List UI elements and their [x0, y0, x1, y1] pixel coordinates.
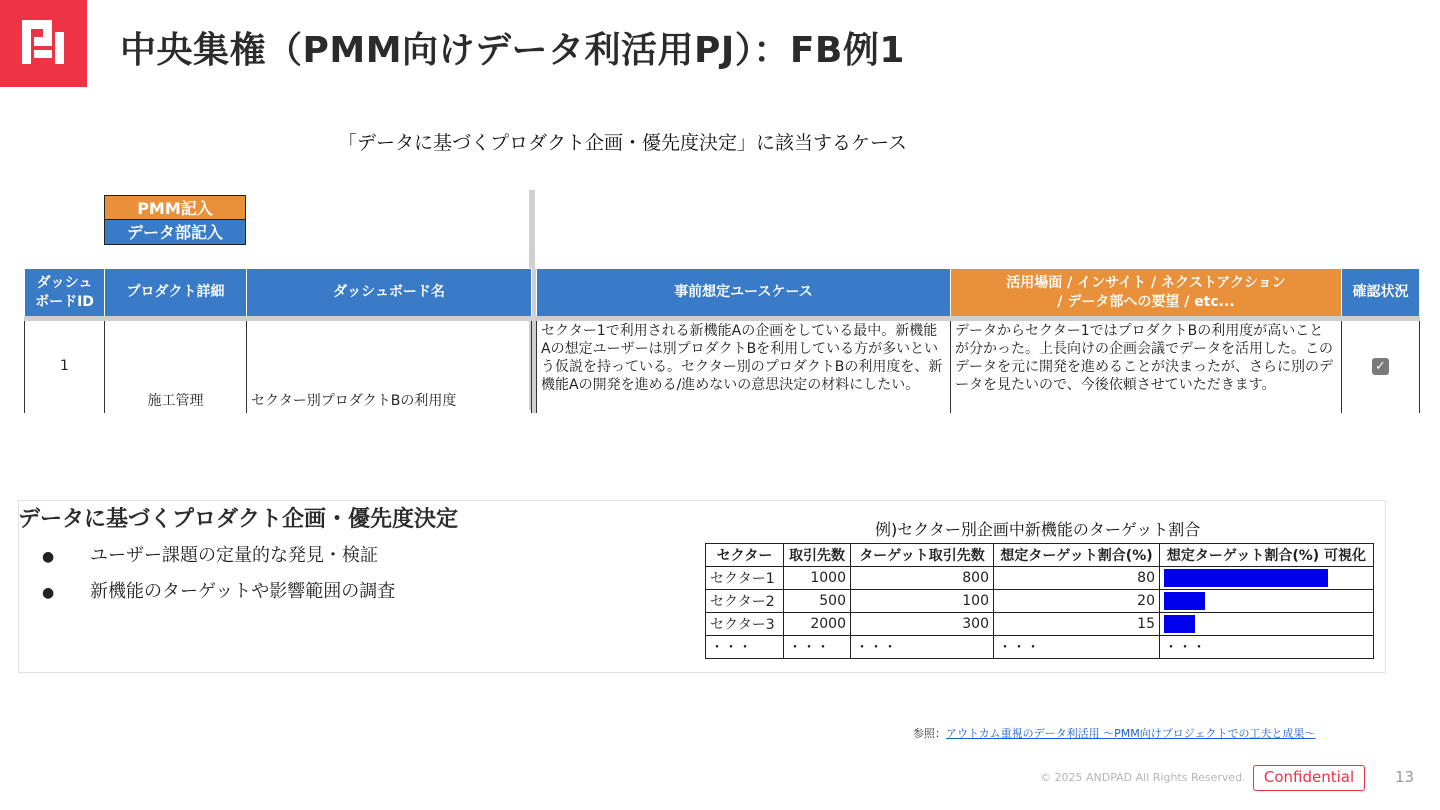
- ellipsis-cell: ・・・: [1160, 636, 1374, 659]
- cell-dashboard-id: 1: [25, 319, 105, 414]
- cell-status[interactable]: [1342, 319, 1420, 414]
- bullet-icon: ●: [42, 549, 55, 565]
- confidential-badge: Confidential: [1253, 765, 1365, 791]
- ratio-cell: 20: [994, 590, 1160, 613]
- clients-cell: 2000: [784, 613, 851, 636]
- cell-use-case: セクター1で利用される新機能Aの企画をしている最中。新機能Aの想定ユーザーは別プロダクトBを利用している方が多いという仮説を持っている。セクター別のプロダクトBの利用度を、新機能Aの開発を進める/進めないの意思決定の材料にしたい。: [537, 319, 951, 414]
- targets-cell: 800: [851, 567, 994, 590]
- cell-insight: データからセクター1ではプロダクトBの利用度が高いことが分かった。上長向けの企画会議でデータを活用した。このデータを元に開発を進めることが決まったが、さらに別のデータを見たいので、今後依頼させていただきます。: [951, 319, 1342, 414]
- ratio-bar: [1164, 592, 1205, 610]
- feedback-table-header: [25, 269, 1420, 319]
- legend: [104, 195, 246, 245]
- ratio-bar-cell: [1160, 613, 1374, 636]
- ratio-bar-cell: [1160, 590, 1374, 613]
- ratio-cell: 15: [994, 613, 1160, 636]
- bullet-icon: ●: [42, 585, 55, 601]
- table-row: [706, 613, 1374, 636]
- header-status: 確認状況: [1342, 269, 1420, 319]
- example-title: 例)セクター別企画中新機能のターゲット割合: [875, 520, 1201, 539]
- table-row: [706, 590, 1374, 613]
- table-row: [25, 319, 1420, 414]
- example-header: ターゲット取引先数: [851, 544, 994, 567]
- table-row: [706, 636, 1374, 659]
- table-row: [706, 567, 1374, 590]
- example-header-row: [706, 544, 1374, 567]
- header-dashboard-id: ダッシュ ボードID: [25, 269, 105, 319]
- checked-checkbox-icon[interactable]: ✓: [1372, 358, 1389, 375]
- header-product-detail: プロダクト詳細: [105, 269, 247, 319]
- ratio-bar: [1164, 615, 1195, 633]
- ratio-cell: 80: [994, 567, 1160, 590]
- ellipsis-cell: ・・・: [851, 636, 994, 659]
- bullet-list: [42, 543, 395, 615]
- header-insight: 活用場面 / インサイト / ネクストアクション / データ部への要望 / etc...: [951, 269, 1342, 319]
- header-dashboard-name: ダッシュボード名: [247, 269, 532, 319]
- example-header: 想定ターゲット割合(%): [994, 544, 1160, 567]
- ratio-bar-cell: [1160, 567, 1374, 590]
- bullet-text: ユーザー課題の定量的な発見・検証: [90, 545, 378, 566]
- copyright: © 2025 ANDPAD All Rights Reserved.: [1040, 771, 1246, 784]
- list-item: [42, 579, 395, 615]
- example-header: 取引先数: [784, 544, 851, 567]
- andpad-logo-icon: [22, 20, 64, 64]
- cell-product: 施工管理: [105, 319, 247, 414]
- cell-dashboard-name: セクター別プロダクトBの利用度: [247, 319, 532, 414]
- sector-cell: セクター3: [706, 613, 784, 636]
- clients-cell: 500: [784, 590, 851, 613]
- ellipsis-cell: ・・・: [706, 636, 784, 659]
- legend-data-dept: データ部記入: [104, 220, 246, 245]
- targets-cell: 300: [851, 613, 994, 636]
- legend-pmm: PMM記入: [104, 195, 246, 220]
- case-caption: 「データに基づくプロダクト企画・優先度決定」に該当するケース: [338, 132, 908, 154]
- reference: [913, 725, 1316, 741]
- reference-link[interactable]: アウトカム重視のデータ利活用 〜PMM向けプロジェクトでの工夫と成果〜: [946, 727, 1316, 740]
- ratio-bar: [1164, 569, 1328, 587]
- list-item: [42, 543, 395, 579]
- ellipsis-cell: ・・・: [784, 636, 851, 659]
- sector-cell: セクター1: [706, 567, 784, 590]
- example-header: 想定ターゲット割合(%) 可視化: [1160, 544, 1374, 567]
- feedback-table: [24, 268, 1420, 413]
- example-header: セクター: [706, 544, 784, 567]
- sector-cell: セクター2: [706, 590, 784, 613]
- clients-cell: 1000: [784, 567, 851, 590]
- header-use-case: 事前想定ユースケース: [537, 269, 951, 319]
- bullet-text: 新機能のターゲットや影響範囲の調査: [90, 581, 396, 602]
- targets-cell: 100: [851, 590, 994, 613]
- ellipsis-cell: ・・・: [994, 636, 1160, 659]
- section-title: データに基づくプロダクト企画・優先度決定: [18, 507, 459, 532]
- reference-prefix: 参照：: [913, 727, 946, 740]
- page-title: 中央集権（PMM向けデータ利活用PJ）：FB例1: [120, 30, 905, 71]
- example-table: [705, 543, 1374, 659]
- logo: [0, 0, 87, 87]
- page-number: 13: [1395, 768, 1415, 786]
